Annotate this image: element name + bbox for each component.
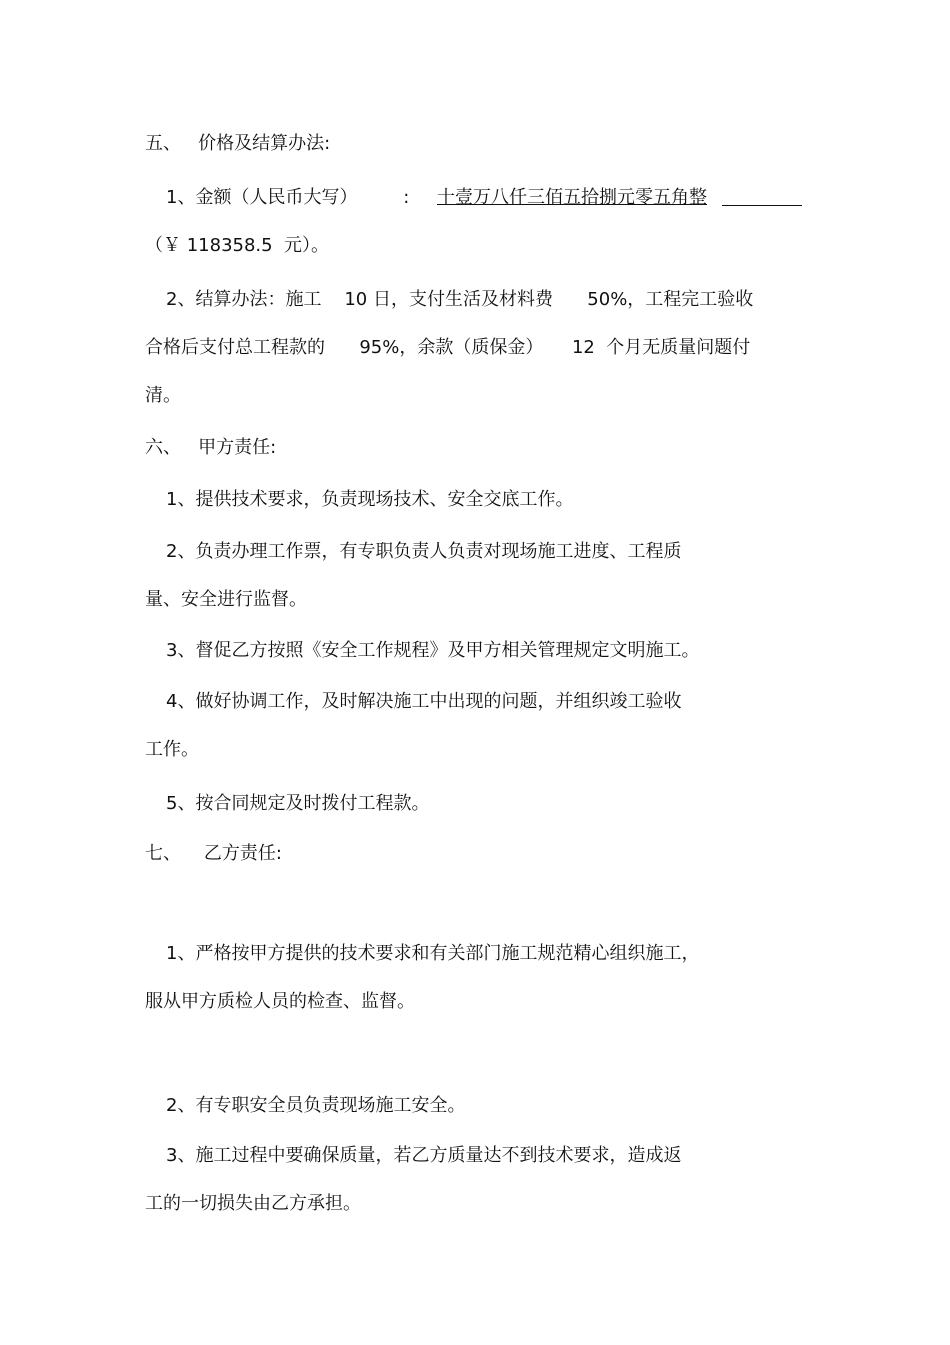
settlement-line-3: 清。 xyxy=(145,385,181,406)
settlement-line-2: 合格后支付总工程款的 95%，余款（质保金） 12 个月无质量问题付 xyxy=(145,337,751,358)
party-b-item-2: 2、有专职安全员负责现场施工安全。 xyxy=(166,1095,466,1116)
party-a-item-5: 5、按合同规定及时拨付工程款。 xyxy=(166,793,430,814)
party-b-item-3-line-2: 工的一切损失由乙方承担。 xyxy=(145,1193,361,1214)
party-a-item-3: 3、督促乙方按照《安全工作规程》及甲方相关管理规定文明施工。 xyxy=(166,640,700,661)
amount-numeric: （￥ 118358.5 元）。 xyxy=(145,235,330,256)
amount-in-words: 十壹万八仟三佰五拾捌元零五角整 xyxy=(437,187,707,208)
settlement-line-1: 2、结算办法：施工 10 日，支付生活及材料费 50%，工程完工验收 xyxy=(166,289,754,310)
section-5-heading: 五、 价格及结算办法: xyxy=(145,133,331,154)
section-7-heading: 七、 乙方责任: xyxy=(145,843,282,864)
party-b-item-1-line-2: 服从甲方质检人员的检查、监督。 xyxy=(145,991,415,1012)
party-a-item-4-line-1: 4、做好协调工作，及时解决施工中出现的问题，并组织竣工验收 xyxy=(166,691,682,712)
section-6-heading: 六、 甲方责任: xyxy=(145,437,277,458)
party-a-item-2-line-2: 量、安全进行监督。 xyxy=(145,589,307,610)
party-a-item-1: 1、提供技术要求，负责现场技术、安全交底工作。 xyxy=(166,489,574,510)
party-b-item-1-line-1: 1、严格按甲方提供的技术要求和有关部门施工规范精心组织施工， xyxy=(166,943,700,964)
party-a-item-4-line-2: 工作。 xyxy=(145,739,199,760)
amount-underline xyxy=(722,205,802,206)
amount-label: 1、金额（人民币大写） : xyxy=(166,187,410,208)
party-a-item-2-line-1: 2、负责办理工作票，有专职负责人负责对现场施工进度、工程质 xyxy=(166,541,682,562)
party-b-item-3-line-1: 3、施工过程中要确保质量，若乙方质量达不到技术要求，造成返 xyxy=(166,1145,682,1166)
